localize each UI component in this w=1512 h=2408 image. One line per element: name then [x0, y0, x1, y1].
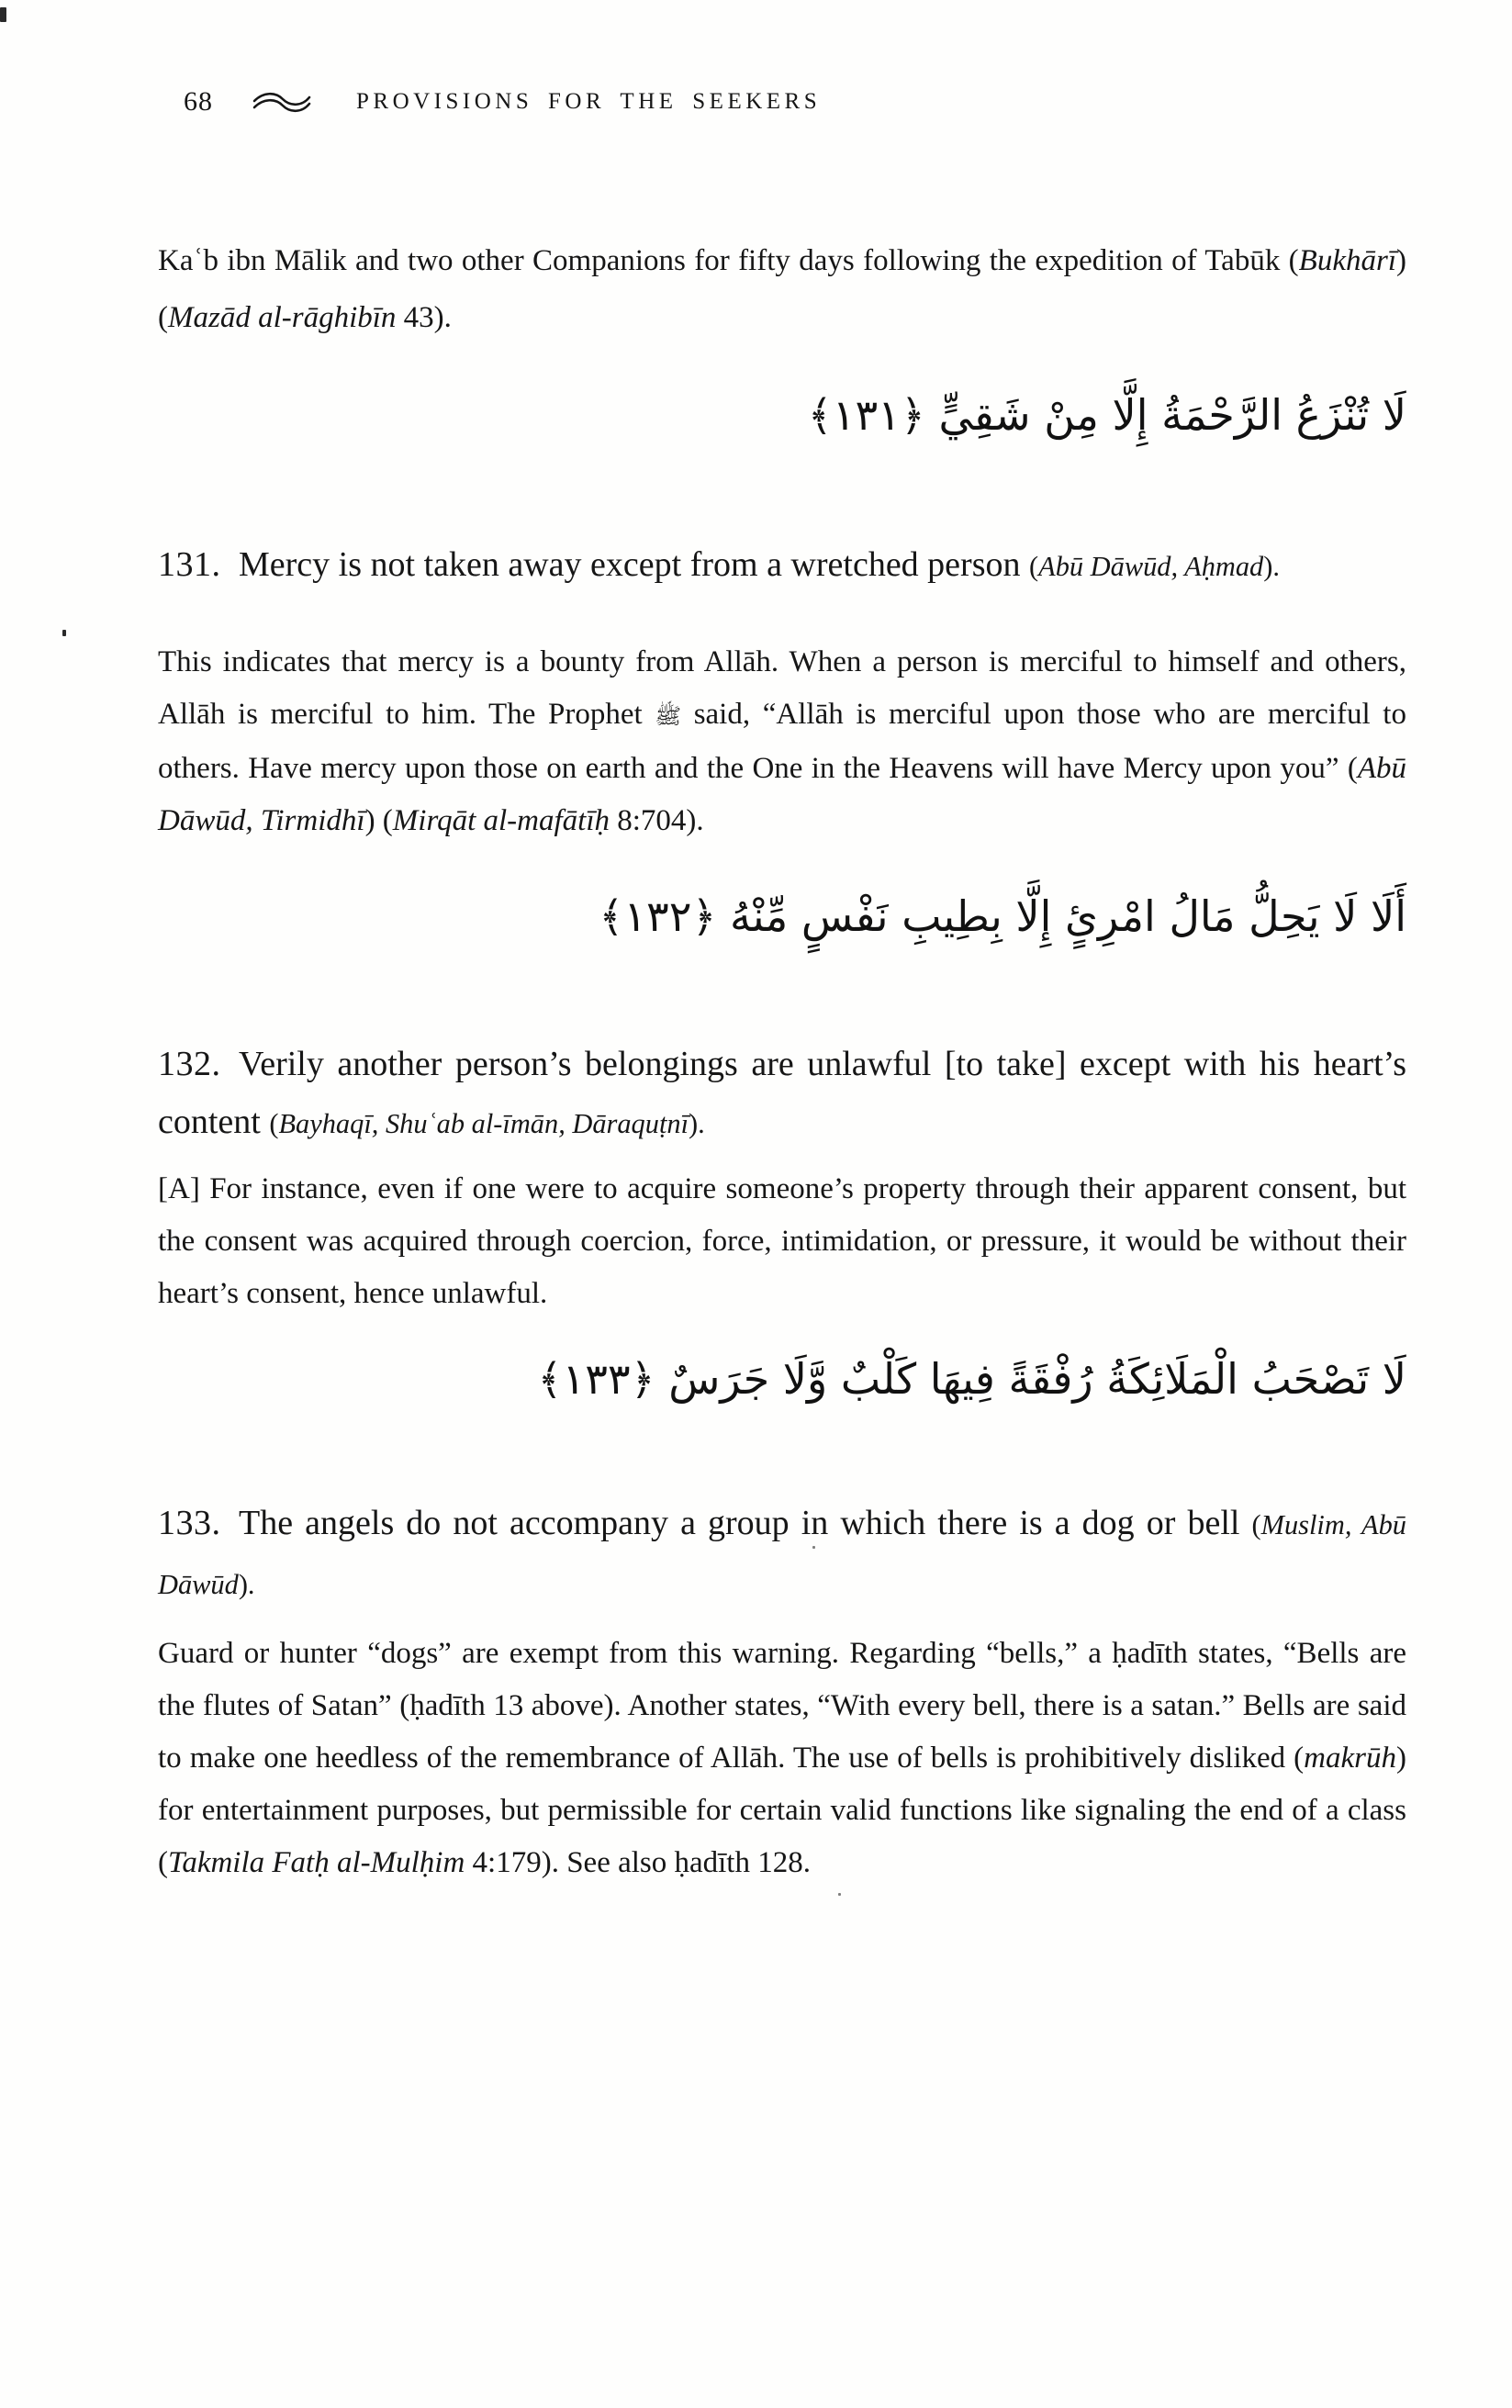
intro-paragraph: Kaʿb ibn Mālik and two other Companions for fifty days following the expedition of Tabūk (Bukhārī) (Mazād al-rāghibīn 43). [158, 244, 1406, 334]
scan-artifact [62, 630, 66, 636]
running-title: PROVISIONS FOR THE SEEKERS [356, 88, 822, 114]
hadith-132-translation: 132. Verily another person’s belongings are unlawful [to take] except with his heart’s content (Bayhaqī, Shuʿab al-īmān, Dāraquṭnī). [158, 1045, 1406, 1141]
page-header [184, 84, 821, 118]
hadith-133-arabic: لَا تَصْحَبُ الْمَلَائِكَةُ رُفْقَةً فِيهَا كَلْبٌ وَّلَا جَرَسٌ ﴿١٣٣﴾ [537, 1354, 1406, 1404]
scan-artifact [812, 1546, 815, 1549]
hadith-132-arabic: أَلَا لَا يَحِلُّ مَالُ امْرِئٍ إِلَّا بِطِيبِ نَفْسٍ مِّنْهُ ﴿١٣٢﴾ [599, 891, 1406, 941]
hadith-131-commentary: This indicates that mercy is a bounty from Allāh. When a person is merciful to himself and others, Allāh is merciful to him. The Prophet ﷺ said, “Allāh is merciful upon those who are merciful to others. Have mercy upon those on earth and the One in the Heavens will have Mercy upon you” (Abū Dāwūd, Tirmidhī) (Mirqāt al-mafātīḥ 8:704). [158, 645, 1406, 837]
hadith-132-commentary: [A] For instance, even if one were to acquire someone’s property through their apparent consent, but the consent was acquired through coercion, force, intimidation, or pressure, it would be without their heart’s consent, hence unlawful. [158, 1172, 1406, 1310]
page-number: 68 [184, 85, 213, 117]
hadith-131-arabic: لَا تُنْزَعُ الرَّحْمَةُ إِلَّا مِنْ شَقِيٍّ ﴿١٣١﴾ [807, 390, 1406, 440]
hadith-133-translation: 133. The angels do not accompany a group in which there is a dog or bell (Muslim, Abū Dāwūd). [158, 1504, 1406, 1600]
hadith-133-commentary: Guard or hunter “dogs” are exempt from this warning. Regarding “bells,” a ḥadīth states, “Bells are the flutes of Satan” (ḥadīth 13 above). Another states, “With every bell, there is a satan.” Bells are said to make one heedless of the remembrance of Allāh. The use of bells is prohibitively disliked (makrūh) for entertainment purposes, but permissible for certain valid functions like signaling the end of a class (Takmila Fatḥ al-Mulḥim 4:179). See also ḥadīth 128. [158, 1637, 1406, 1879]
header-swash-ornament-icon [252, 90, 312, 118]
hadith-131-translation: 131. Mercy is not taken away except from a wretched person (Abū Dāwūd, Aḥmad). [158, 545, 1280, 584]
scan-artifact [0, 7, 6, 22]
scan-artifact [838, 1893, 841, 1896]
